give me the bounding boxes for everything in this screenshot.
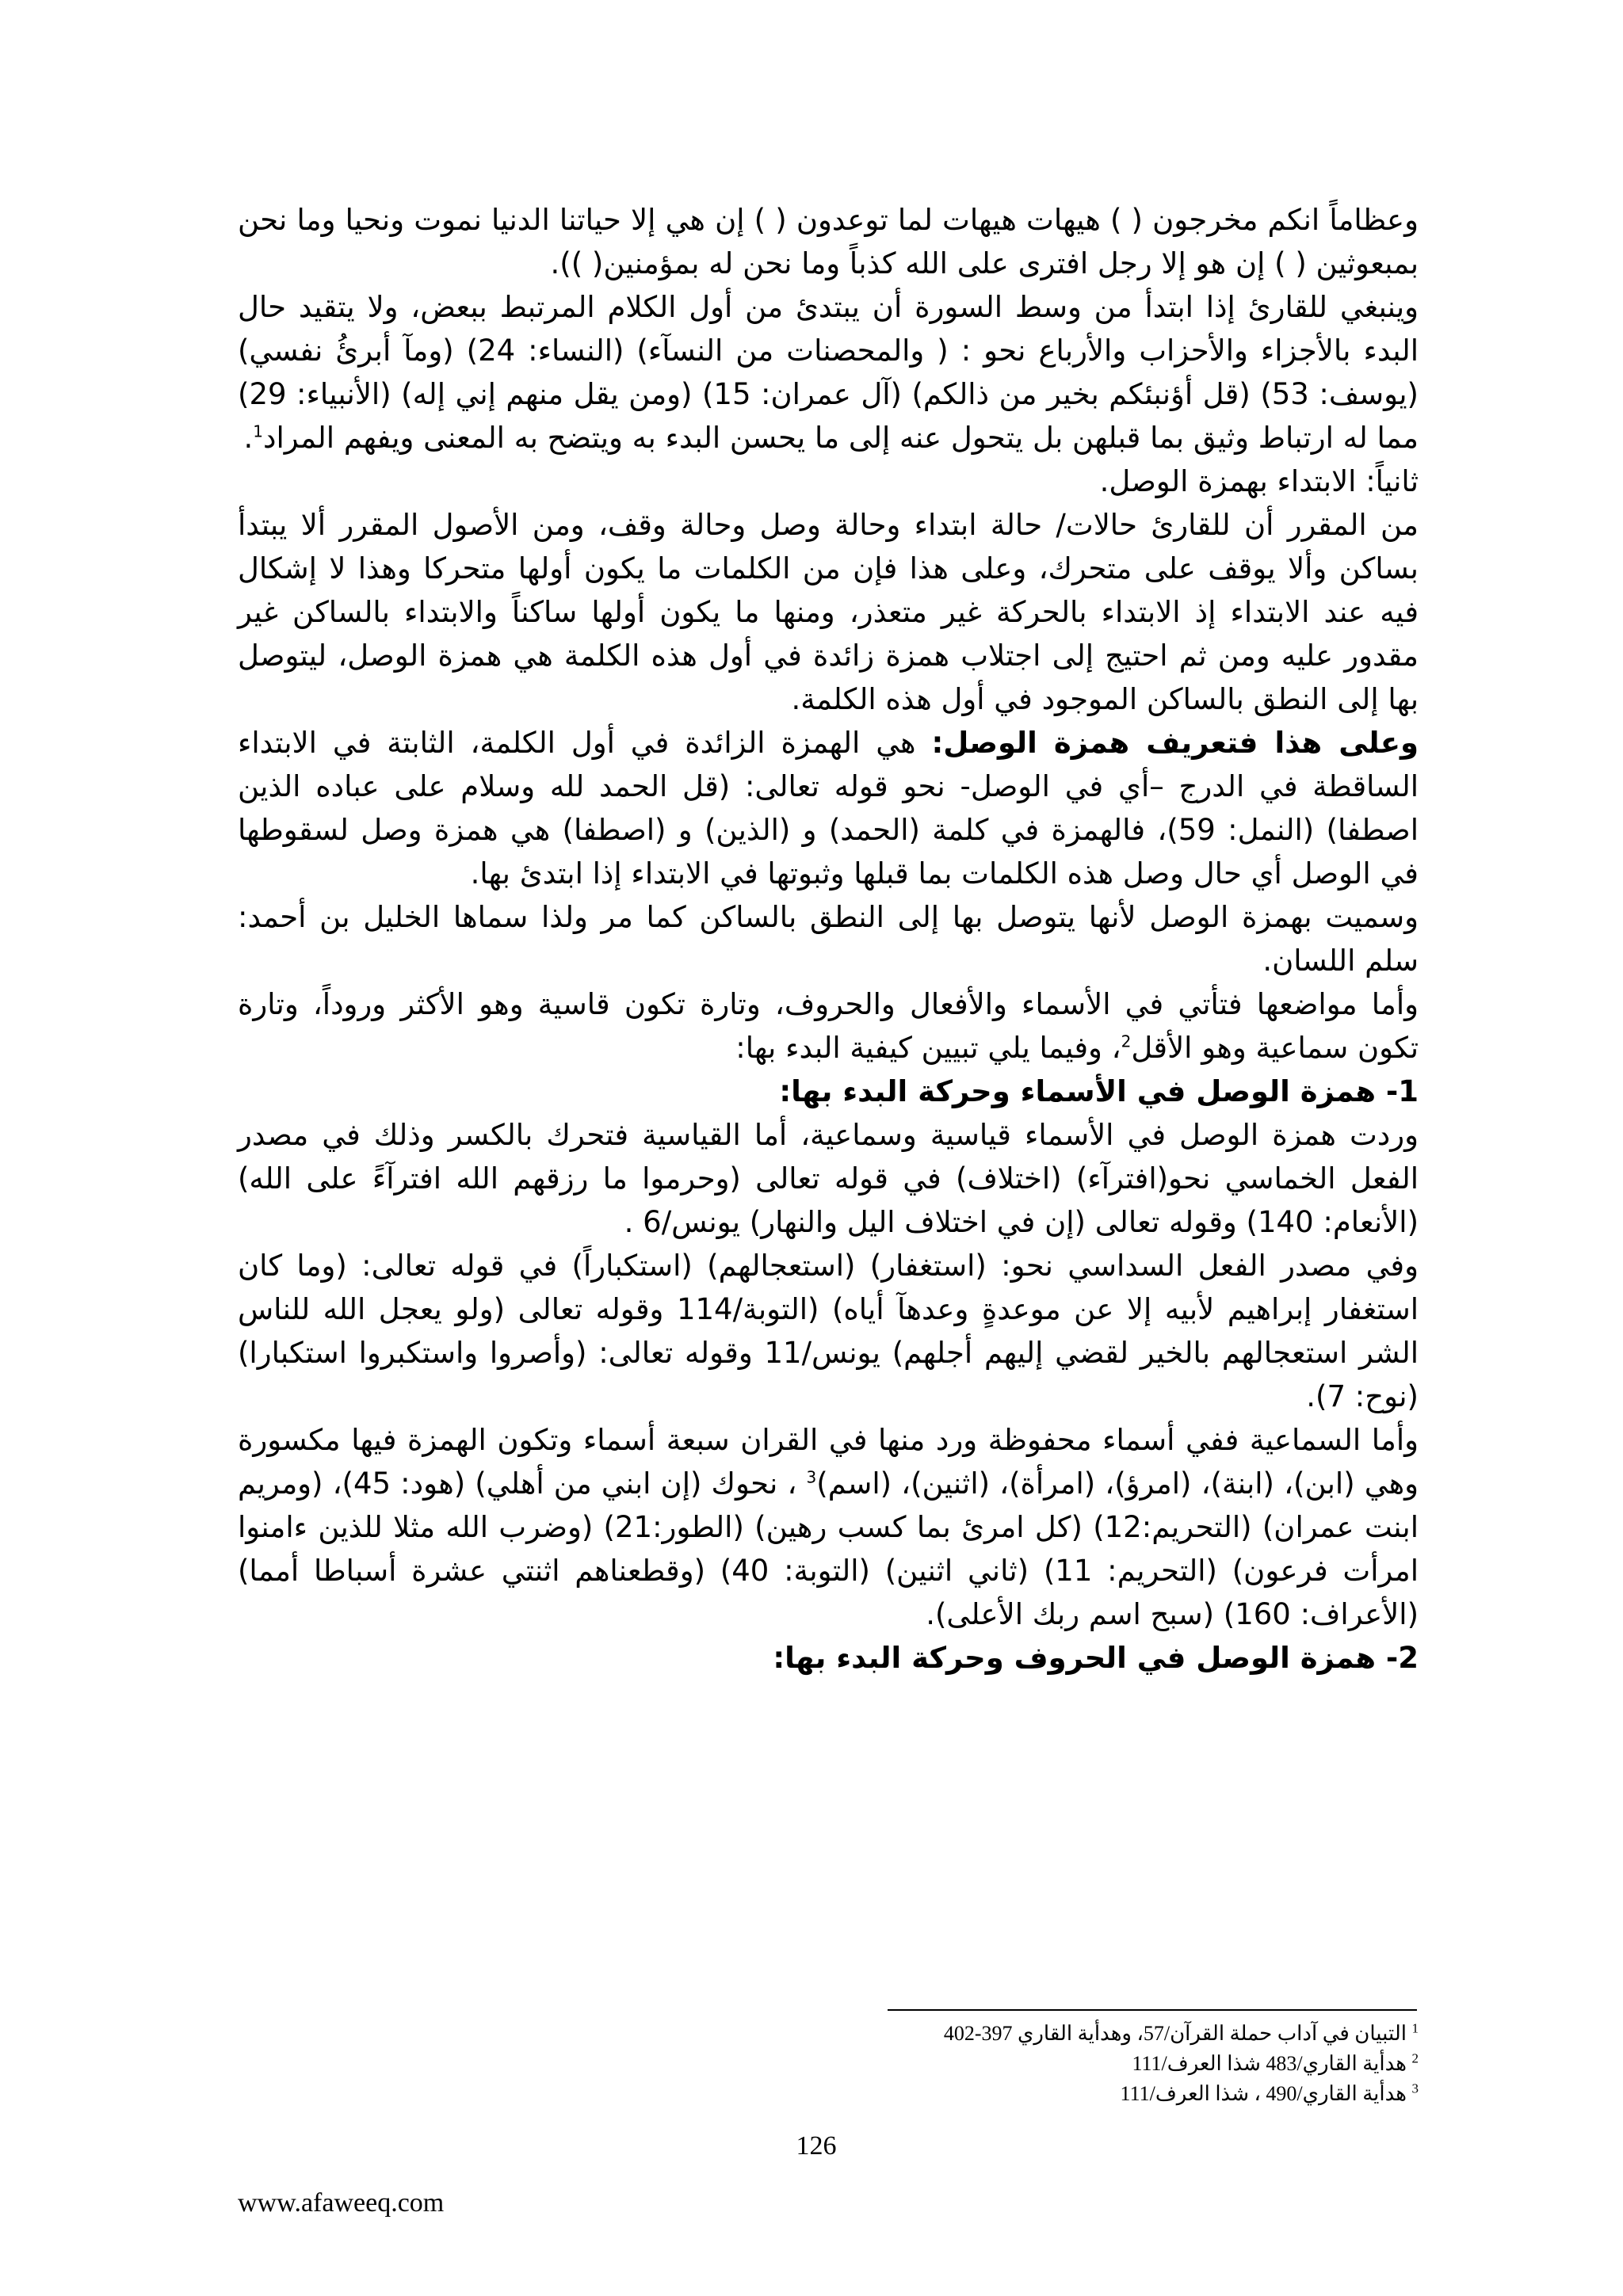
subsection-heading-text: 1- همزة الوصل في الأسماء وحركة البدء بها: bbox=[779, 1074, 1419, 1108]
paragraph-text: وينبغي للقارئ إذا ابتدأ من وسط السورة أن يبتدئ من أول الكلام المرتبط ببعض، ولا يتقيد حال البدء بالأجزاء والأحزاب والأرباع نحو : ( والمحصنات من النسآء) (النساء: 24) (ومآ أبرئُ نفسي) (يوسف: 53) (قل أؤنبئكم بخير من ذالكم) (آل عمران: 15) (ومن يقل منهم إني إله) (الأنبياء: 29) مما له ارتباط وثيق بما قبلهن بل يتحول عنه إلى ما يحسن البدء به ويتضح به المعنى ويفهم المراد bbox=[238, 290, 1419, 455]
paragraph: من المقرر أن للقارئ حالات/ حالة ابتداء وحالة وصل وحالة وقف، ومن الأصول المقرر ألا يبتدأ بساكن وألا يوقف على متحرك، وعلى هذا فإن من الكلمات ما يكون أولها متحركا وهذا لا إشكال فيه عند الابتداء إذ الابتداء بالحركة غير متعذر، ومنها ما يكون أولها ساكناً والابتداء بالساكن غير مقدور عليه ومن ثم احتيج إلى اجتلاب همزة زائدة في أول هذه الكلمة هي همزة الوصل، ليتوصل بها إلى النطق بالساكن الموجود في أول هذه الكلمة. bbox=[238, 508, 1419, 716]
main-text bbox=[238, 198, 1419, 1680]
footnote-item bbox=[713, 2049, 1419, 2079]
page-number: 126 bbox=[796, 2131, 837, 2161]
footnote-separator bbox=[888, 2009, 1417, 2011]
paragraph-text: ، نحوك (إن ابني من أهلي) (هود: 45)، (ومريم ابنت عمران) (التحريم:12) (كل امرئ بما كسب رهين) (الطور:21) (وضرب الله مثلا للذين ءامنوا امرأت فرعون) (التحريم: 11) (ثاني اثنين) (التوبة: 40) (وقطعناهم اثنتي عشرة أسباطا أمما) (الأعراف: 160) (سبح اسم ربك الأعلى). bbox=[238, 1466, 1419, 1631]
paragraph: وينبغي للقارئ إذا ابتدأ من وسط السورة أن يبتدئ من أول الكلام المرتبط ببعض، ولا يتقيد حال البدء بالأجزاء والأحزاب والأرباع نحو : ( والمحصنات من النسآء) (النساء: 24) (ومآ أبرئُ نفسي) (يوسف: 53) (قل أؤنبئكم بخير من ذالكم) (آل عمران: 15) (ومن يقل منهم إني إله) (الأنبياء: 29) مما له ارتباط وثيق بما قبلهن بل يتحول عنه إلى ما يحسن البدء به ويتضح به المعنى ويفهم المراد$^1$. bbox=[238, 290, 1419, 455]
footnote-item bbox=[713, 2079, 1419, 2109]
website-url[interactable]: www.afaweeq.com bbox=[238, 2188, 445, 2218]
footnotes bbox=[713, 2019, 1419, 2109]
subsection-heading bbox=[238, 1070, 1419, 1113]
paragraph: وفي مصدر الفعل السداسي نحو: (استغفار) (استعجالهم) (استكباراً) في قوله تعالى: (وما كان استغفار إبراهيم لأبيه إلا عن موعدةٍ وعدهآ أياه) (التوبة/114 وقوله تعالى (ولو يعجل الله للناس الشر استعجالهم بالخير لقضي إليهم أجلهم) يونس/11 وقوله تعالى: (وأصروا واستكبروا استكبارا) (نوح: 7). bbox=[238, 1249, 1419, 1413]
footnote-reference[interactable]: 3 bbox=[806, 1467, 817, 1487]
paragraph bbox=[238, 721, 1419, 895]
paragraph bbox=[238, 1418, 1419, 1636]
subsection-heading-text: 2- همزة الوصل في الحروف وحركة البدء بها: bbox=[773, 1641, 1419, 1675]
footnote-number: 2 bbox=[1411, 2050, 1419, 2066]
paragraph-text: وأما السماعية ففي أسماء محفوظة ورد منها في القران سبعة أسماء وتكون الهمزة فيها مكسورة وهي (ابن)، (ابنة)، (امرؤ)، (امرأة)، (اثنين)، (اسم) bbox=[238, 1423, 1419, 1501]
section-heading: ثانياً: الابتداء بهمزة الوصل. bbox=[1099, 464, 1419, 498]
footnote-text: التبيان في آداب حملة القرآن/57، وهدأية القاري 397-402 bbox=[943, 2022, 1407, 2045]
paragraph bbox=[238, 982, 1419, 1070]
paragraph-text: هي الهمزة الزائدة في أول الكلمة، الثابتة في الابتداء الساقطة في الدرج –أي في الوصل- نحو قوله تعالى: (قل الحمد لله وسلام على عباده الذين اصطفا) (النمل: 59)، فالهمزة في كلمة (الحمد) و (الذين) و (اصطفا) هي همزة وصل لسقوطها في الوصل أي حال وصل هذه الكلمات بما قبلها وثبوتها في الابتداء إذا ابتدئ بها. bbox=[238, 726, 1419, 891]
paragraph: وسميت بهمزة الوصل لأنها يتوصل بها إلى النطق بالساكن كما مر ولذا سماها الخليل بن أحمد: سلم اللسان. bbox=[238, 900, 1419, 978]
definition-term: وعلى هذا فتعريف همزة الوصل: bbox=[931, 726, 1419, 760]
footnote-item bbox=[713, 2019, 1419, 2049]
footnote-text: هدأية القاري/483 شذا العرف/111 bbox=[1132, 2052, 1407, 2075]
paragraph-text: وأما مواضعها فتأتي في الأسماء والأفعال والحروف، وتارة تكون قاسية وهو الأكثر وروداً، وتارة تكون سماعية وهو الأقل bbox=[238, 987, 1419, 1065]
paragraph: وعظاماً انكم مخرجون ( ) هيهات هيهات لما توعدون ( ) إن هي إلا حياتنا الدنيا نموت ونحيا وما نحن بمبعوثين ( ) إن هو إلا رجل افترى على الله كذباً وما نحن له بمؤمنين( )). bbox=[238, 203, 1419, 280]
footnote-number: 3 bbox=[1411, 2081, 1419, 2096]
footnote-reference[interactable]: 2 bbox=[1121, 1032, 1132, 1051]
footnote-number: 1 bbox=[1411, 2020, 1419, 2036]
footnote-text: هدأية القاري/490 ، شذا العرف/111 bbox=[1120, 2082, 1407, 2105]
paragraph: وردت همزة الوصل في الأسماء قياسية وسماعية، أما القياسية فتحرك بالكسر وذلك في مصدر الفعل الخماسي نحو(افترآء) (اختلاف) في قوله تعالى (وحرموا ما رزقهم الله افترآءً على الله) (الأنعام: 140) وقوله تعالى (إن في اختلاف اليل والنهار) يونس/6 . bbox=[238, 1118, 1419, 1239]
footnote-reference[interactable]: 1 bbox=[253, 421, 263, 441]
paragraph-text: ، وفيما يلي تبيين كيفية البدء بها: bbox=[735, 1031, 1121, 1065]
subsection-heading bbox=[238, 1636, 1419, 1680]
